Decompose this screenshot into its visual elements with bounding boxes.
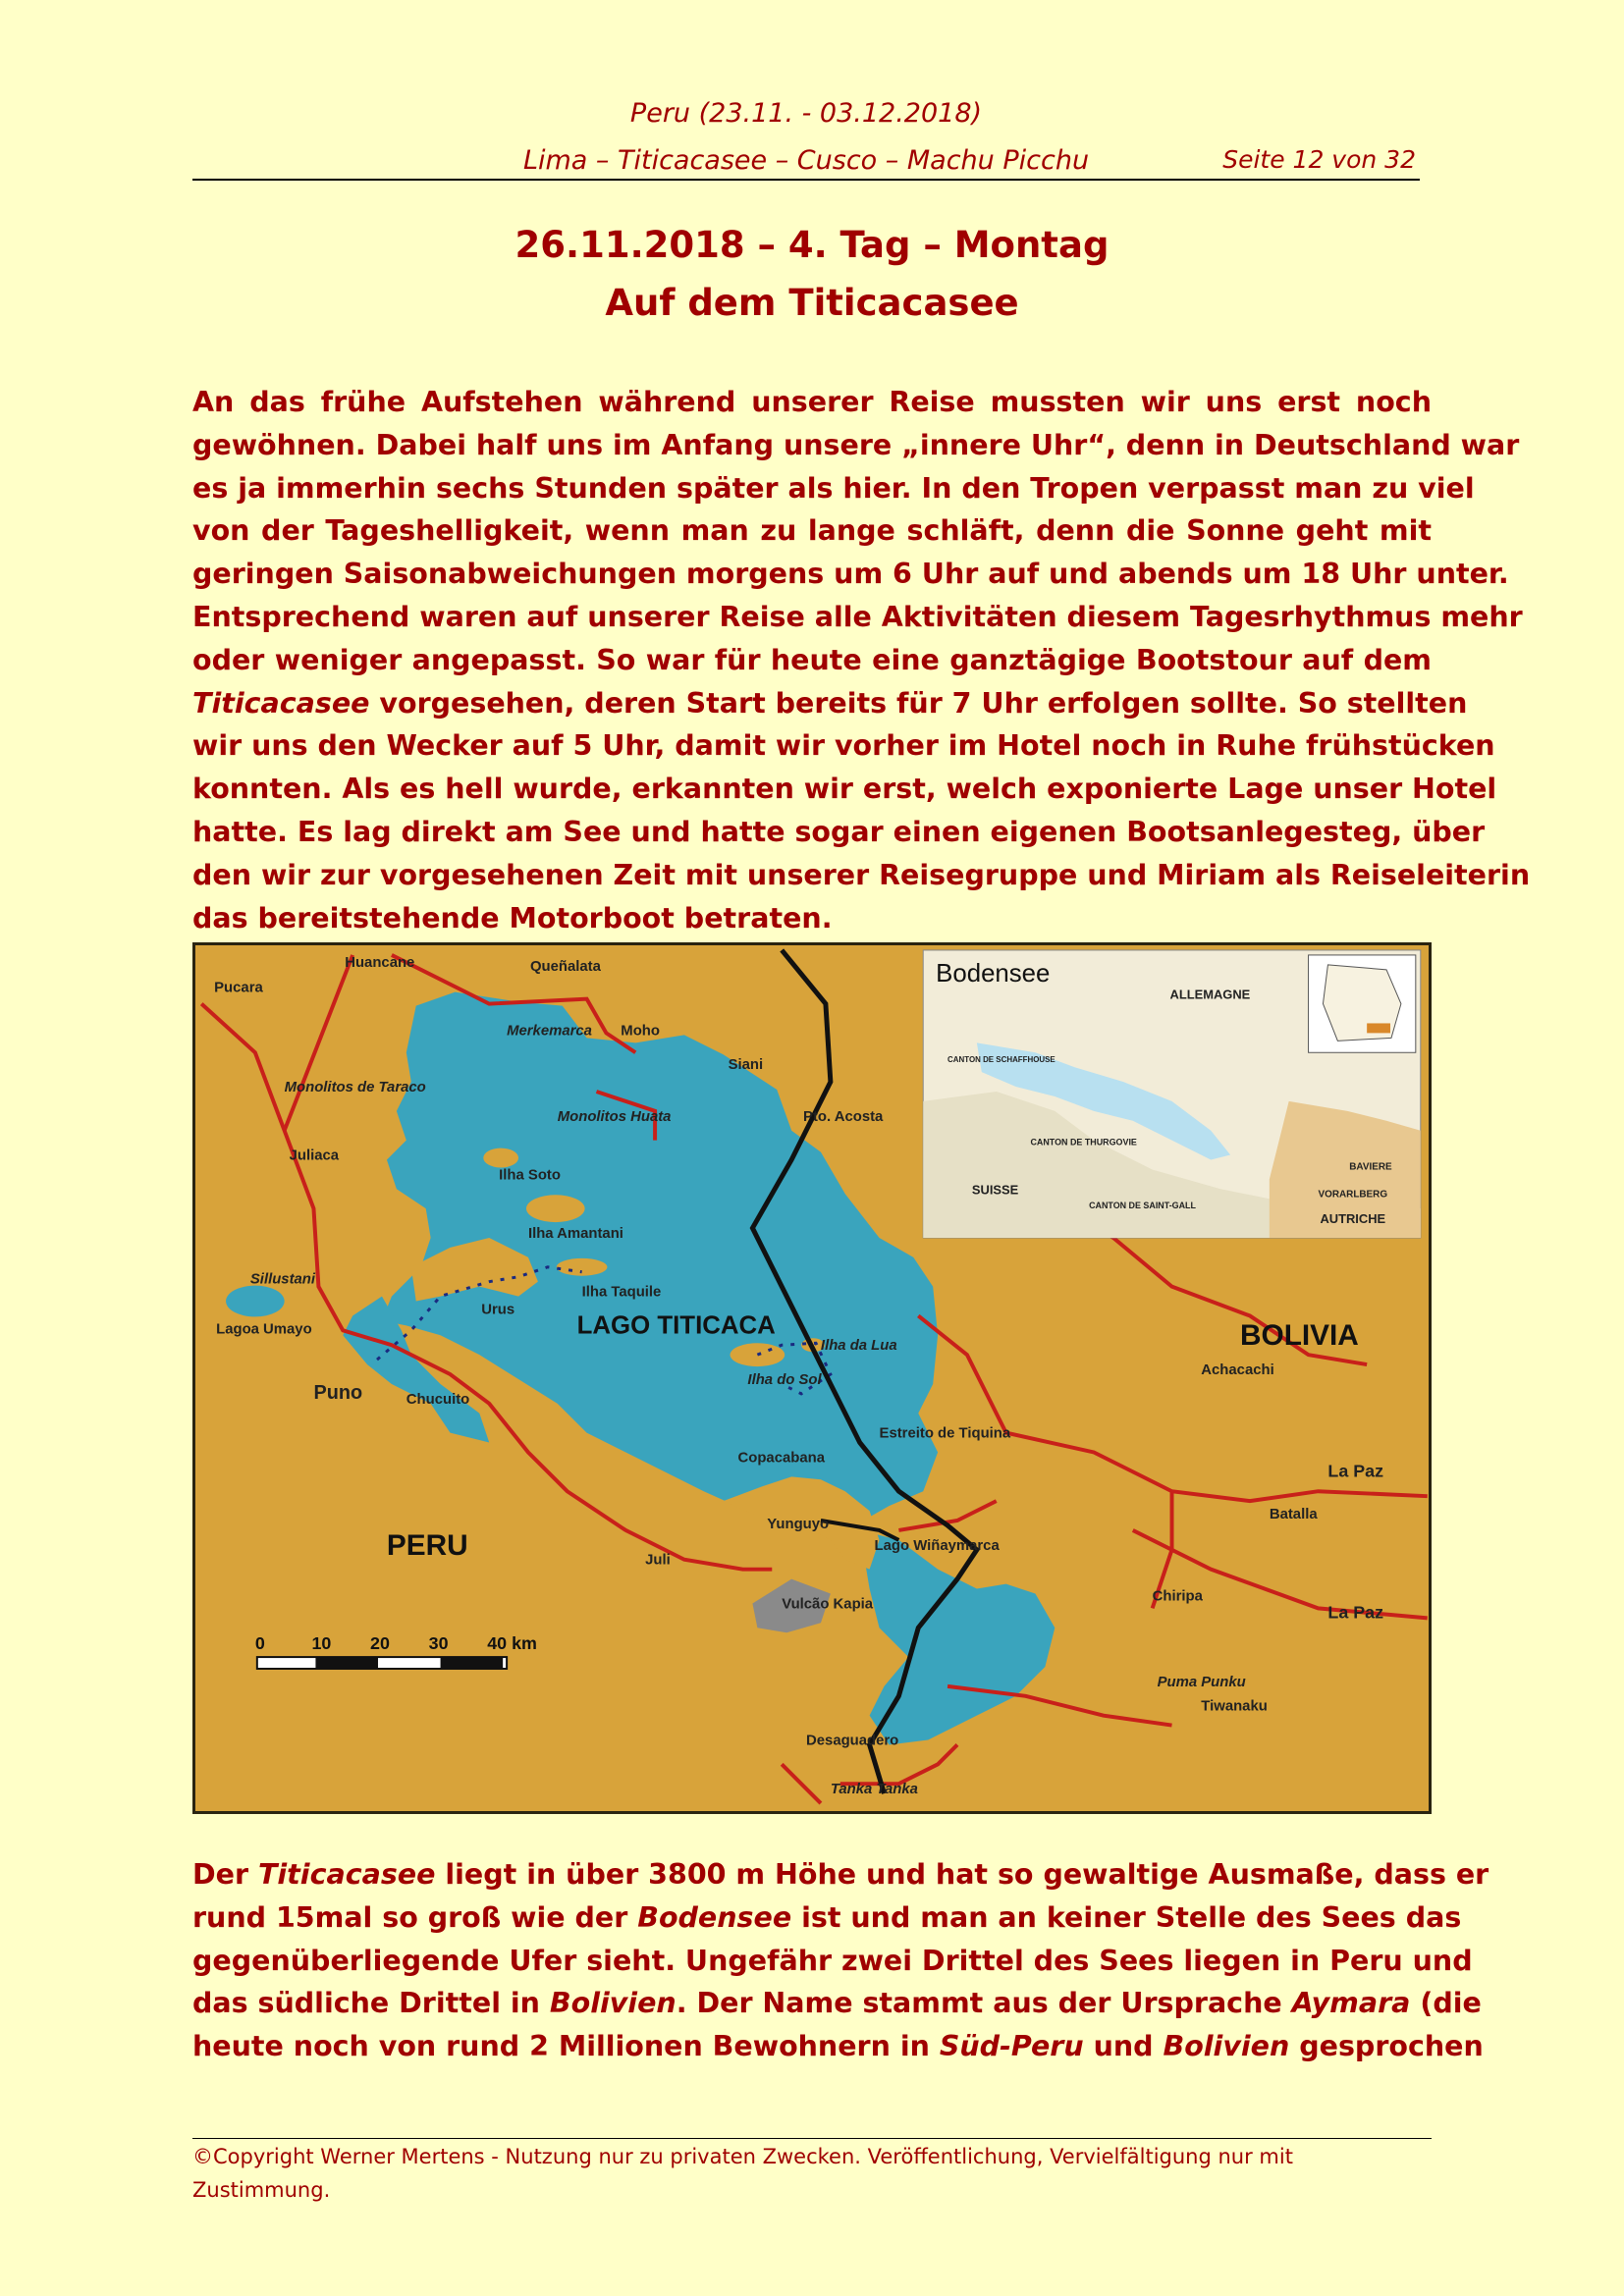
label-pucara: Pucara — [214, 980, 263, 996]
text-line: Titicacasee vorgesehen, deren Start bereits für 7 Uhr erfolgen sollte. So stellten — [192, 686, 1468, 720]
label-monolitos-taraco: Monolitos de Taraco — [284, 1079, 426, 1095]
text-line: Entsprechend waren auf unserer Reise alle Aktivitäten diesem Tagesrhythmus mehr — [192, 600, 1523, 633]
label-la-paz-1: La Paz — [1327, 1461, 1384, 1481]
text-line: das bereitstehende Motorboot betraten. — [192, 901, 833, 934]
header-route: Lima – Titicacasee – Cusco – Machu Picchu — [522, 145, 1090, 176]
island-amantani — [526, 1195, 585, 1222]
label-puma-punku: Puma Punku — [1157, 1674, 1246, 1690]
inset-saint-gall: CANTON DE SAINT-GALL — [1089, 1201, 1196, 1211]
label-moho: Moho — [621, 1023, 660, 1040]
text-line: es ja immerhin sechs Stunden später als hier. In den Tropen verpasst man zu viel — [192, 471, 1475, 505]
label-desaguadero: Desaguadero — [806, 1733, 899, 1749]
label-lake-name: LAGO TITICACA — [576, 1311, 776, 1340]
label-ilha-da-lua: Ilha da Lua — [820, 1338, 897, 1355]
label-lagoa-umayo: Lagoa Umayo — [216, 1321, 312, 1338]
text-line: An das frühe Aufstehen während unserer Reise mussten wir uns erst noch — [192, 386, 1432, 418]
label-copacabana: Copacabana — [737, 1450, 825, 1467]
inset-bodensee — [923, 950, 1421, 1238]
text-line: wir uns den Wecker auf 5 Uhr, damit wir vorher im Hotel noch in Ruhe frühstücken — [192, 729, 1495, 763]
text-line: gewöhnen. Dabei half uns im Anfang unsere „innere Uhr“, denn in Deutschland war — [192, 428, 1520, 461]
text-line: hatte. Es lag direkt am See und hatte sogar einen eigenen Bootsanlegesteg, über — [192, 815, 1486, 848]
text-line: rund 15mal so groß wie der Bodensee ist und man an keiner Stelle des Sees das — [192, 1900, 1462, 1934]
label-tanka-tanka: Tanka Tanka — [830, 1782, 918, 1798]
text-line: Der Titicacasee liegt in über 3800 m Höhe und hat so gewaltige Ausmaße, dass er — [192, 1858, 1489, 1891]
label-sillustani: Sillustani — [249, 1271, 316, 1288]
label-batalla: Batalla — [1269, 1507, 1318, 1523]
day-title: 26.11.2018 – 4. Tag – Montag — [514, 224, 1110, 266]
label-lago-winaymarca: Lago Wiñaymarca — [874, 1537, 1000, 1554]
text-line: geringen Saisonabweichungen morgens um 6 Uhr auf und abends um 18 Uhr unter. — [192, 558, 1509, 591]
text-line: gegenüberliegende Ufer sieht. Ungefähr zwei Drittel des Sees liegen in Peru und — [192, 1944, 1473, 1977]
scale-tick-30: 30 — [428, 1633, 449, 1654]
inset-schaffhouse: CANTON DE SCHAFFHOUSE — [947, 1055, 1056, 1065]
label-siani: Siani — [728, 1057, 764, 1074]
header-trip-title: Peru (23.11. - 03.12.2018) — [629, 98, 983, 129]
label-chucuito: Chucuito — [406, 1391, 470, 1408]
label-vulcao: Vulcão Kapia — [782, 1596, 874, 1613]
lagoa-umayo-shape — [226, 1286, 285, 1317]
label-ilha-soto: Ilha Soto — [499, 1167, 561, 1184]
paragraph-lake-facts — [192, 1853, 1489, 2068]
text-line: den wir zur vorgesehenen Zeit mit unserer Reisegruppe und Miriam als Reiseleiterin — [192, 858, 1531, 891]
label-ilha-taquile: Ilha Taquile — [581, 1284, 662, 1301]
text-line: konnten. Als es hell wurde, erkannten wir erst, welch exponierte Lage unser Hotel — [192, 773, 1497, 806]
label-country-peru: PERU — [386, 1528, 468, 1562]
footer-rule — [192, 2138, 1432, 2139]
inset-allemagne: ALLEMAGNE — [1169, 987, 1251, 1002]
label-juliaca: Juliaca — [289, 1148, 340, 1164]
inset-vorarlberg: VORARLBERG — [1318, 1189, 1388, 1201]
label-puno: Puno — [313, 1381, 363, 1404]
label-quenalata: Queñalata — [529, 958, 601, 975]
label-country-bolivia: BOLIVIA — [1240, 1319, 1359, 1353]
label-huancane: Huancane — [345, 954, 415, 971]
label-merkemarca: Merkemarca — [507, 1023, 592, 1040]
label-chiripa: Chiripa — [1152, 1588, 1203, 1605]
paragraph-morning — [192, 381, 1531, 939]
label-estreito: Estreito de Tiquina — [879, 1425, 1011, 1442]
titicaca-map — [192, 942, 1432, 1814]
label-ilha-do-sol: Ilha do Sol — [747, 1371, 822, 1388]
footer-copyright: ©Copyright Werner Mertens - Nutzung nur zu privaten Zwecken. Veröffentlichung, Vervielfältigung nur mit Zustimmung. — [192, 2145, 1293, 2202]
label-ilha-amantani: Ilha Amantani — [527, 1225, 623, 1242]
text-line: heute noch von rund 2 Millionen Bewohnern in Süd-Peru und Bolivien gesprochen — [192, 2030, 1484, 2063]
label-juli: Juli — [645, 1552, 671, 1569]
header-rule — [192, 179, 1420, 181]
text-line: von der Tageshelligkeit, wenn man zu lange schläft, denn die Sonne geht mit — [192, 514, 1432, 548]
label-monolitos-huata: Monolitos Huata — [557, 1108, 672, 1125]
inset-baviere: BAVIERE — [1349, 1161, 1392, 1173]
scale-tick-10: 10 — [311, 1633, 332, 1654]
inset-autriche: AUTRICHE — [1320, 1211, 1386, 1227]
island-taquile — [557, 1258, 608, 1276]
inset-suisse: SUISSE — [971, 1182, 1019, 1198]
text-line: das südliche Drittel in Bolivien. Der Name stammt aus der Ursprache Aymara (die — [192, 1987, 1482, 2020]
label-tiwanaku: Tiwanaku — [1201, 1698, 1268, 1715]
label-la-paz-2: La Paz — [1327, 1602, 1384, 1623]
inset-title: Bodensee — [936, 959, 1051, 988]
label-urus: Urus — [481, 1302, 515, 1318]
page-number: Seite 12 von 32 — [1222, 145, 1416, 174]
label-yunguyo: Yunguyo — [767, 1516, 830, 1532]
island-soto — [483, 1148, 518, 1168]
day-subtitle: Auf dem Titicacasee — [605, 282, 1019, 324]
inset-thurgovie: CANTON DE THURGOVIE — [1030, 1137, 1137, 1148]
scale-tick-20: 20 — [370, 1633, 390, 1654]
label-achacachi: Achacachi — [1201, 1362, 1274, 1379]
scale-tick-40: 40 km — [487, 1633, 537, 1654]
label-pto-acosta: Pto. Acosta — [803, 1108, 884, 1125]
scale-tick-0: 0 — [254, 1633, 265, 1654]
text-line: oder weniger angepasst. So war für heute eine ganztägige Bootstour auf dem — [192, 643, 1432, 676]
